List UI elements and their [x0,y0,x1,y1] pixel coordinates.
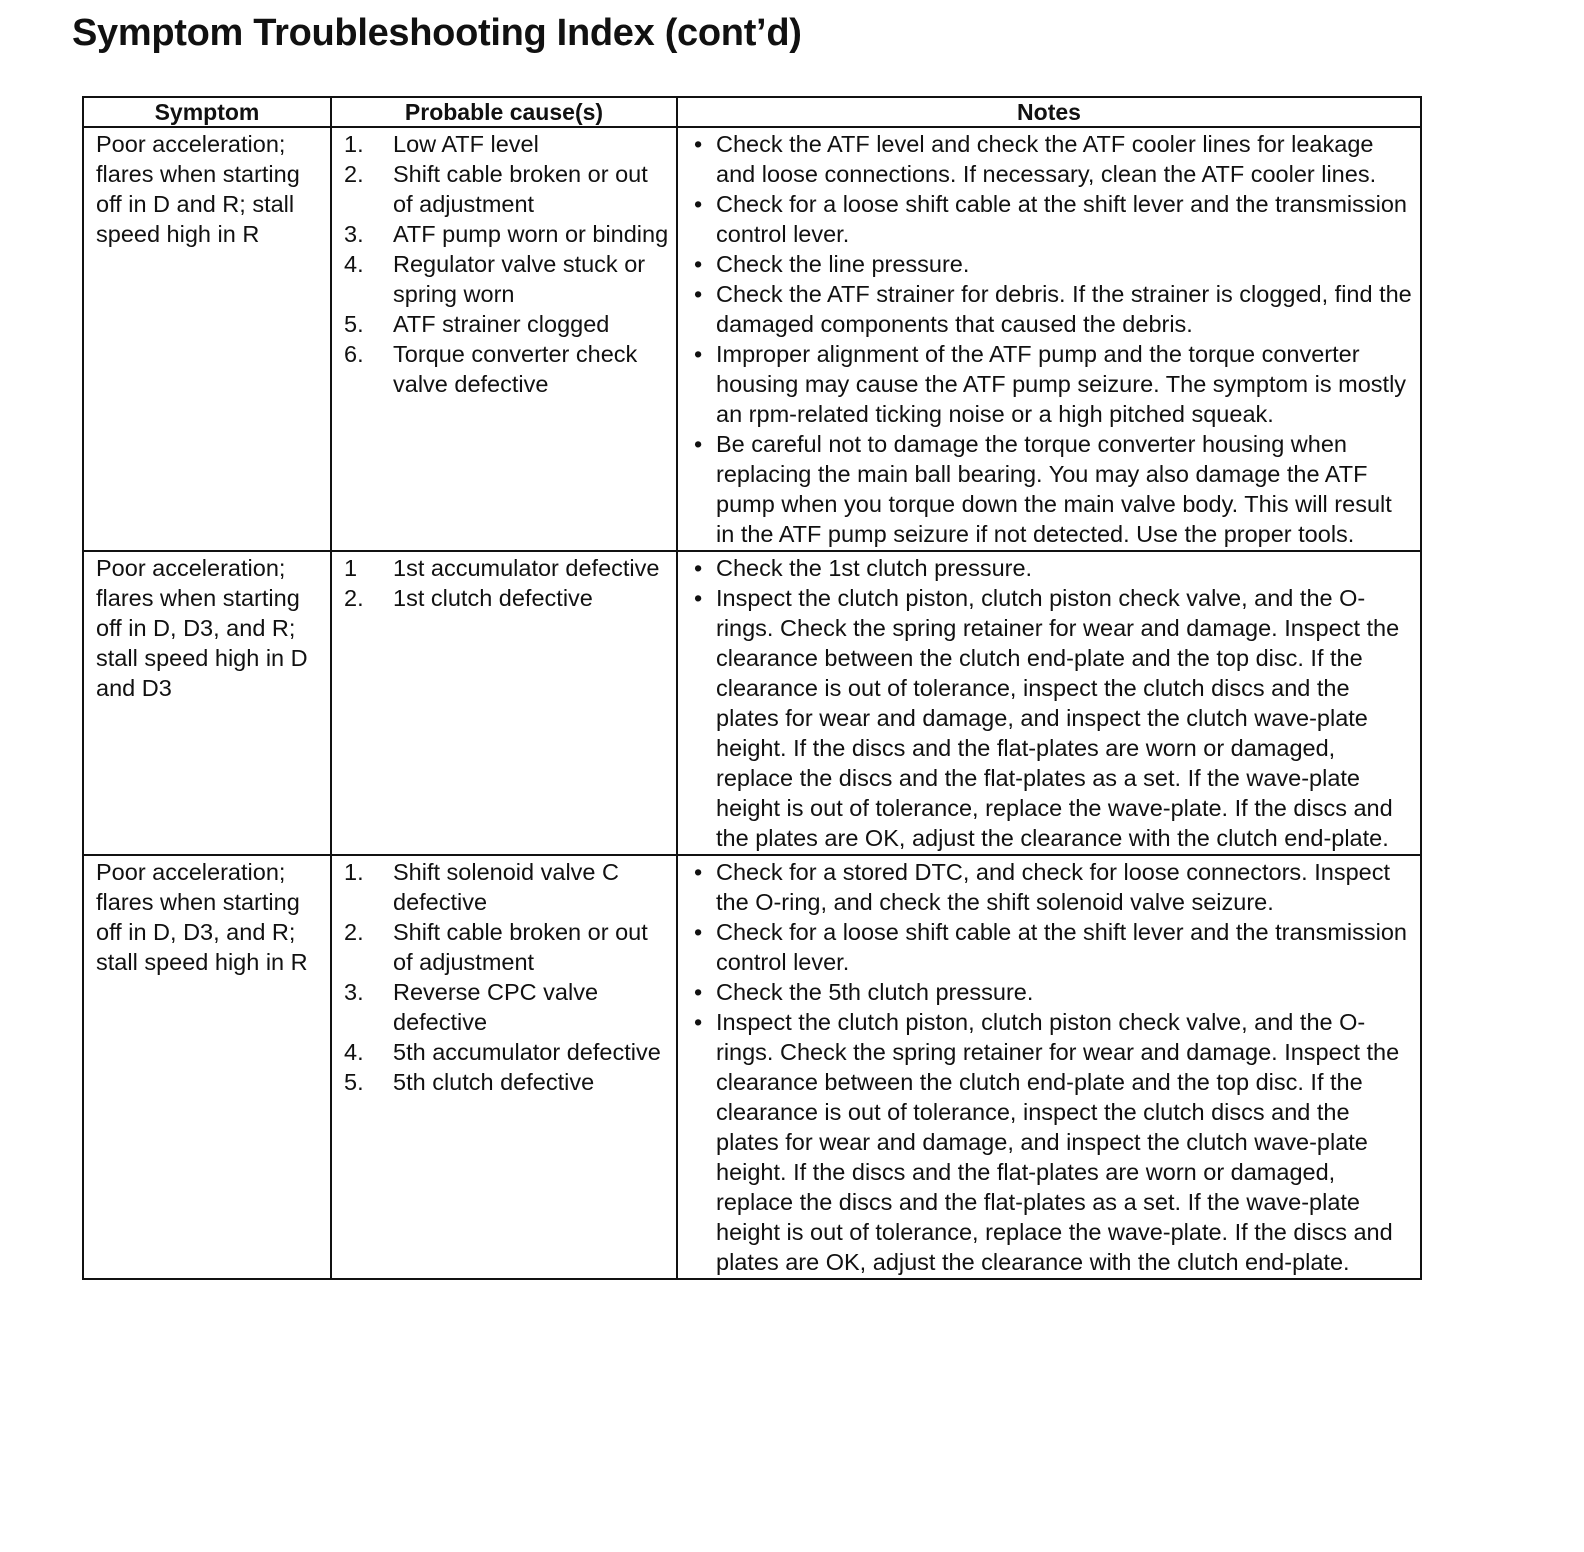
causes-cell [331,551,677,855]
causes-list [344,857,668,1097]
cause-text: ATF strainer clogged [393,311,610,337]
notes-cell [677,127,1421,551]
cause-item [344,219,668,249]
note-item [690,429,1412,549]
bullet-icon: • [694,919,703,945]
cause-text: Reverse CPC valve defective [393,979,599,1035]
notes-list [690,129,1412,549]
note-item [690,279,1412,339]
note-item [690,1007,1412,1277]
cause-item [344,857,668,917]
note-text: Check the 5th clutch pressure. [716,979,1034,1005]
header-probable-causes: Probable cause(s) [331,97,677,127]
bullet-icon: • [694,281,703,307]
note-item [690,917,1412,977]
page-title: Symptom Troubleshooting Index (cont’d) [72,12,802,54]
cause-item [344,339,668,399]
cause-text: Shift cable broken or out of adjustment [393,161,648,217]
cause-number: 4. [344,1039,364,1065]
cause-text: 5th clutch defective [393,1069,595,1095]
symptom-text: Poor acceleration; flares when starting off in D, D3, and R; stall speed high in R [96,859,308,975]
header-notes: Notes [677,97,1421,127]
symptom-cell [83,855,331,1279]
cause-text: Shift cable broken or out of adjustment [393,919,648,975]
notes-list [690,553,1412,853]
cause-item [344,977,668,1037]
table-row [83,551,1421,855]
cause-number: 3. [344,221,364,247]
note-item [690,249,1412,279]
causes-list [344,129,668,399]
note-item [690,189,1412,249]
cause-item [344,1037,668,1067]
bullet-icon: • [694,555,703,581]
cause-text: Shift solenoid valve C defective [393,859,619,915]
cause-number: 1. [344,131,364,157]
note-text: Check the line pressure. [716,251,970,277]
bullet-icon: • [694,431,703,457]
cause-item [344,309,668,339]
note-item [690,339,1412,429]
symptom-text: Poor acceleration; flares when starting off in D and R; stall speed high in R [96,131,300,247]
note-text: Inspect the clutch piston, clutch piston check valve, and the O-rings. Check the spring retainer for wear and damage. Inspect the clearance between the clutch end-plate and the top disc. If the clearance is out of tolerance, inspect the clutch discs and the plates for wear and damage, and inspect the clutch wave-plate height. If the discs and the flat-plates are worn or damaged, replace the discs and the flat-plates as a set. If the wave-plate height is out of tolerance, replace the wave-plate. If the discs and plates are OK, adjust the clearance with the clutch end-plate. [716,1009,1400,1275]
cause-text: 5th accumulator defective [393,1039,661,1065]
note-text: Check the 1st clutch pressure. [716,555,1033,581]
cause-number: 1 [344,555,358,581]
cause-number: 2. [344,585,364,611]
cause-number: 2. [344,919,364,945]
cause-item [344,129,668,159]
cause-number: 2. [344,161,364,187]
note-item [690,857,1412,917]
cause-item [344,159,668,219]
cause-number: 4. [344,251,364,277]
causes-cell [331,127,677,551]
cause-number: 6. [344,341,364,367]
cause-item [344,917,668,977]
cause-number: 5. [344,311,364,337]
cause-text: ATF pump worn or binding [393,221,669,247]
cause-text: 1st accumulator defective [393,555,660,581]
note-item [690,129,1412,189]
bullet-icon: • [694,979,703,1005]
header-symptom: Symptom [83,97,331,127]
cause-number: 5. [344,1069,364,1095]
bullet-icon: • [694,585,703,611]
cause-item [344,1067,668,1097]
notes-cell [677,551,1421,855]
symptom-text: Poor acceleration; flares when starting off in D, D3, and R; stall speed high in D and D3 [96,555,308,701]
table-row [83,127,1421,551]
note-text: Inspect the clutch piston, clutch piston check valve, and the O-rings. Check the spring retainer for wear and damage. Inspect the clearance between the clutch end-plate and the top disc. If the clearance is out of tolerance, inspect the clutch discs and the plates for wear and damage, and inspect the clutch wave-plate height. If the discs and the flat-plates are worn or damaged, replace the discs and the flat-plates as a set. If the wave-plate height is out of tolerance, replace the wave-plate. If the discs and the plates are OK, adjust the clearance with the clutch end-plate. [716,585,1400,851]
bullet-icon: • [694,1009,703,1035]
bullet-icon: • [694,341,703,367]
cause-item [344,583,668,613]
note-item [690,553,1412,583]
causes-cell [331,855,677,1279]
note-item [690,583,1412,853]
symptom-cell [83,551,331,855]
bullet-icon: • [694,859,703,885]
cause-text: Regulator valve stuck or spring worn [393,251,646,307]
note-text: Check for a loose shift cable at the shift lever and the transmission control lever. [716,191,1407,247]
troubleshooting-table [82,96,1422,1280]
symptom-cell [83,127,331,551]
table-row [83,855,1421,1279]
cause-text: Torque converter check valve defective [393,341,638,397]
causes-list [344,553,668,613]
bullet-icon: • [694,251,703,277]
bullet-icon: • [694,131,703,157]
cause-number: 1. [344,859,364,885]
bullet-icon: • [694,191,703,217]
note-text: Check for a stored DTC, and check for loose connectors. Inspect the O-ring, and check the shift solenoid valve seizure. [716,859,1390,915]
notes-cell [677,855,1421,1279]
note-text: Check the ATF strainer for debris. If the strainer is clogged, find the damaged components that caused the debris. [716,281,1412,337]
cause-item [344,249,668,309]
table-header-row [83,97,1421,127]
cause-item [344,553,668,583]
cause-number: 3. [344,979,364,1005]
note-text: Improper alignment of the ATF pump and the torque converter housing may cause the ATF pump seizure. The symptom is mostly an rpm-related ticking noise or a high pitched squeak. [716,341,1407,427]
note-text: Check the ATF level and check the ATF cooler lines for leakage and loose connections. If necessary, clean the ATF cooler lines. [716,131,1377,187]
note-text: Check for a loose shift cable at the shift lever and the transmission control lever. [716,919,1407,975]
notes-list [690,857,1412,1277]
cause-text: 1st clutch defective [393,585,593,611]
note-text: Be careful not to damage the torque converter housing when replacing the main ball bearing. You may also damage the ATF pump when you torque down the main valve body. This will result in the ATF pump seizure if not detected. Use the proper tools. [716,431,1392,547]
cause-text: Low ATF level [393,131,539,157]
note-item [690,977,1412,1007]
